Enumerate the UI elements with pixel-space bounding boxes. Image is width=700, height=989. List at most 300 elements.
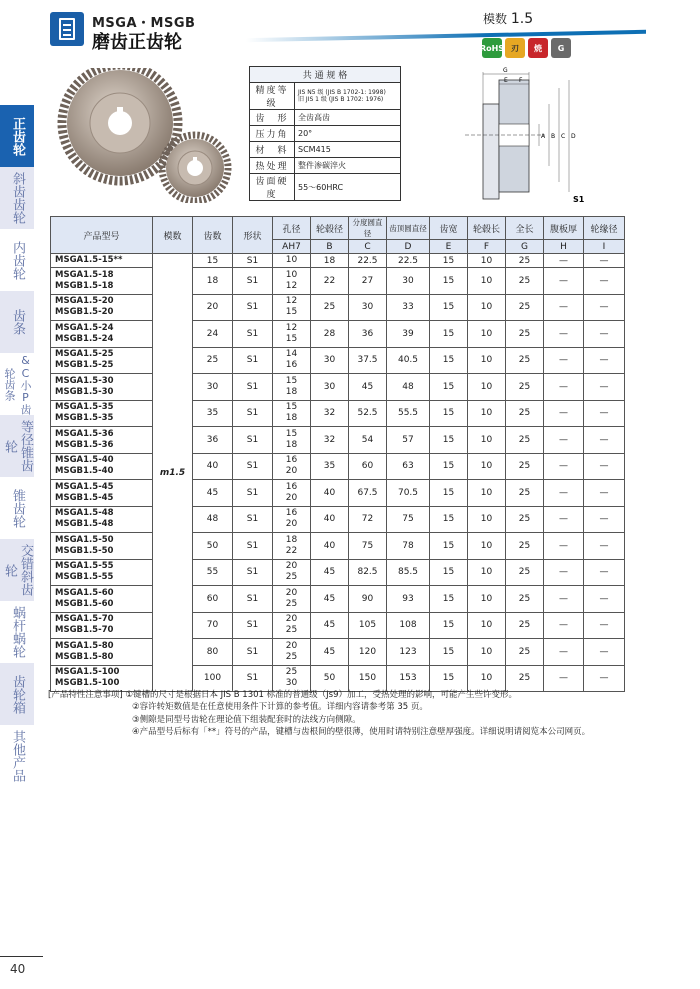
bore-cell: 16 20 [273,506,311,533]
table-row [51,427,625,454]
sidebar-item-cp-rack[interactable]: &C小P齿轮齿条 [3,353,32,415]
teeth-cell: 45 [193,480,233,507]
dim-cell-e: 15 [430,254,468,268]
model-cell: MSGA1.5-25 MSGB1.5-25 [51,347,153,374]
dim-cell-h: — [544,374,584,401]
col-header-total-length: 全长 [506,217,544,240]
dim-cell-e: 15 [430,612,468,639]
dim-cell-f: 10 [468,639,506,666]
teeth-cell: 25 [193,347,233,374]
dim-cell-e: 15 [430,480,468,507]
dim-cell-c: 27 [349,268,387,295]
dim-cell-h: — [544,533,584,560]
col-header-shape: 形状 [233,217,273,254]
dim-label-e: E [504,77,508,84]
product-table [50,216,625,692]
sidebar-item-helical-gear[interactable]: 斜齿齿轮 [0,167,34,229]
dim-cell-h: — [544,665,584,692]
table-row [51,480,625,507]
teeth-cell: 40 [193,453,233,480]
model-cell: MSGA1.5-60 MSGB1.5-60 [51,586,153,613]
dim-cell-f: 10 [468,453,506,480]
bore-cell: 20 25 [273,559,311,586]
shape-cell: S1 [233,427,273,454]
dim-cell-b: 35 [311,453,349,480]
ground-icon: G [551,38,571,58]
sidebar-item-internal-gear[interactable]: 内齿轮 [10,240,25,280]
dim-cell-d: 123 [387,639,430,666]
col-header-face-width: 齿宽 [430,217,468,240]
dim-cell-b: 45 [311,639,349,666]
bore-cell: 12 15 [273,294,311,321]
dim-cell-c: 54 [349,427,387,454]
dim-cell-g: 25 [506,506,544,533]
shape-cell: S1 [233,321,273,348]
teeth-cell: 36 [193,427,233,454]
teeth-cell: 20 [193,294,233,321]
dim-cell-g: 25 [506,665,544,692]
spec-value: 整件渗碳淬火 [295,158,401,174]
shape-cell: S1 [233,639,273,666]
table-row [51,321,625,348]
dim-cell-b: 40 [311,506,349,533]
col-header-pitch-dia: 分度圆直径 [349,217,387,240]
module-value: 1.5 [510,11,534,27]
dim-cell-h: — [544,586,584,613]
teeth-cell: 35 [193,400,233,427]
model-cell: MSGA1.5-18 MSGB1.5-18 [51,268,153,295]
table-row [51,612,625,639]
shape-cell: S1 [233,665,273,692]
table-row [51,254,625,268]
header-rule [246,30,646,42]
sidebar-item-worm-gear[interactable]: 蜗杆蜗轮 [10,606,25,658]
model-cell: MSGA1.5-55 MSGB1.5-55 [51,559,153,586]
dim-cell-d: 30 [387,268,430,295]
page-title: 磨齿正齿轮 [92,32,182,53]
model-cell: MSGA1.5-70 MSGB1.5-70 [51,612,153,639]
dim-cell-b: 30 [311,374,349,401]
sub-header-c: C [349,240,387,254]
dim-cell-i: — [584,559,625,586]
dim-cell-i: — [584,268,625,295]
teeth-cell: 48 [193,506,233,533]
dim-cell-f: 10 [468,374,506,401]
model-cell: MSGA1.5-30 MSGB1.5-30 [51,374,153,401]
dim-cell-e: 15 [430,639,468,666]
dim-cell-f: 10 [468,665,506,692]
table-row [51,559,625,586]
dim-cell-h: — [544,453,584,480]
dim-cell-d: 93 [387,586,430,613]
dim-cell-c: 60 [349,453,387,480]
dim-label-g: G [503,67,508,74]
dim-cell-d: 40.5 [387,347,430,374]
dim-cell-e: 15 [430,294,468,321]
dim-cell-f: 10 [468,268,506,295]
dim-cell-g: 25 [506,268,544,295]
note-item: [产品特性注意事项] ①键槽的尺寸是根据日本 JIS B 1301 标准的普通级（Js9）加工，受热处理的影响，可能产生些许变形。 [48,690,517,700]
dim-cell-g: 25 [506,254,544,268]
dim-cell-c: 30 [349,294,387,321]
col-header-web-thickness: 腹板厚 [544,217,584,240]
model-cell: MSGA1.5-80 MSGB1.5-80 [51,639,153,666]
bore-cell: 12 15 [273,321,311,348]
sidebar-item-gearbox[interactable]: 齿轮箱 [0,663,34,725]
model-cell: MSGA1.5-36 MSGB1.5-36 [51,427,153,454]
col-header-rim-dia: 轮缘径 [584,217,625,240]
note-item: ③侧隙是同型号齿轮在理论值下组装配套时的法线方向侧隙。 [132,714,361,725]
dim-cell-e: 15 [430,321,468,348]
col-header-hub-length: 轮毂长 [468,217,506,240]
dim-cell-i: — [584,294,625,321]
col-header-module: 模数 [153,217,193,254]
shape-cell: S1 [233,254,273,268]
dim-cell-i: — [584,254,625,268]
dim-cell-b: 28 [311,321,349,348]
dim-cell-c: 105 [349,612,387,639]
table-row [51,453,625,480]
dim-cell-g: 25 [506,612,544,639]
dim-cell-i: — [584,347,625,374]
teeth-cell: 15 [193,254,233,268]
shape-cell: S1 [233,612,273,639]
shape-cell: S1 [233,268,273,295]
dim-cell-b: 25 [311,294,349,321]
note-item: ④产品型号后标有「**」符号的产品，键槽与齿根间的壁很薄，使用时请特别注意壁厚强度。详细说明请阅览本公司网页。 [132,726,591,737]
dim-cell-b: 32 [311,400,349,427]
bore-cell: 15 18 [273,374,311,401]
dim-cell-d: 22.5 [387,254,430,268]
dim-cell-e: 15 [430,427,468,454]
teeth-cell: 18 [193,268,233,295]
dim-cell-h: — [544,612,584,639]
dim-cell-c: 52.5 [349,400,387,427]
dim-cell-f: 10 [468,254,506,268]
dim-cell-i: — [584,665,625,692]
dim-cell-e: 15 [430,586,468,613]
dim-cell-i: — [584,506,625,533]
dim-cell-b: 45 [311,586,349,613]
page-divider [0,956,43,957]
dim-cell-f: 10 [468,533,506,560]
dim-cell-h: — [544,480,584,507]
col-header-outside-dia: 齿顶圆直径 [387,217,430,240]
dim-cell-f: 10 [468,321,506,348]
bore-cell: 20 25 [273,612,311,639]
table-row [51,586,625,613]
teeth-cell: 80 [193,639,233,666]
dim-cell-h: — [544,400,584,427]
dim-cell-c: 72 [349,506,387,533]
dim-cell-d: 78 [387,533,430,560]
dim-cell-c: 22.5 [349,254,387,268]
sub-header-a: AH7 [273,240,311,254]
dim-cell-d: 39 [387,321,430,348]
dim-cell-b: 40 [311,533,349,560]
shape-cell: S1 [233,559,273,586]
shape-cell: S1 [233,294,273,321]
dim-cell-c: 75 [349,533,387,560]
dim-cell-h: — [544,427,584,454]
dim-cell-h: — [544,254,584,268]
dim-label-b: B [551,133,556,140]
dim-cell-g: 25 [506,586,544,613]
dim-cell-d: 55.5 [387,400,430,427]
bore-cell: 15 18 [273,400,311,427]
model-cell: MSGA1.5-20 MSGB1.5-20 [51,294,153,321]
dim-cell-h: — [544,639,584,666]
dim-cell-c: 67.5 [349,480,387,507]
note-item: ②容许转矩数值是在任意使用条件下计算的参考值。详细内容请参考第 35 页。 [132,702,428,713]
dim-label-c: C [561,133,566,140]
category-sidebar [0,105,34,787]
dim-cell-c: 82.5 [349,559,387,586]
sub-header-i: I [584,240,625,254]
dim-cell-i: — [584,586,625,613]
spec-label: 齿 形 [250,110,295,126]
dim-cell-c: 36 [349,321,387,348]
dim-cell-b: 18 [311,254,349,268]
model-cell: MSGA1.5-50 MSGB1.5-50 [51,533,153,560]
dim-cell-d: 57 [387,427,430,454]
dim-cell-i: — [584,374,625,401]
dim-cell-d: 153 [387,665,430,692]
bore-cell: 20 25 [273,586,311,613]
dim-cell-e: 15 [430,533,468,560]
dim-cell-h: — [544,559,584,586]
page-number: 40 [10,962,26,976]
dim-cell-b: 45 [311,559,349,586]
dim-cell-c: 90 [349,586,387,613]
dim-cell-i: — [584,480,625,507]
common-spec-table [249,66,401,201]
shape-cell: S1 [233,533,273,560]
dim-cell-g: 25 [506,374,544,401]
dim-cell-g: 25 [506,639,544,666]
dim-cell-i: — [584,453,625,480]
spec-value: 全齿高齿 [295,110,401,126]
shape-cell: S1 [233,586,273,613]
sub-header-g: G [506,240,544,254]
dim-cell-i: — [584,639,625,666]
dim-cell-b: 32 [311,427,349,454]
sub-header-e: E [430,240,468,254]
dim-cell-h: — [544,294,584,321]
sidebar-item-screw-gear[interactable]: 交错斜齿轮 [0,539,34,601]
spec-title: 共 通 规 格 [250,67,401,83]
dim-cell-g: 25 [506,453,544,480]
dim-cell-f: 10 [468,294,506,321]
shape-cell: S1 [233,506,273,533]
bore-cell: 16 20 [273,453,311,480]
bore-cell: 14 16 [273,347,311,374]
dim-cell-g: 25 [506,533,544,560]
shape-cell: S1 [233,374,273,401]
dim-cell-d: 75 [387,506,430,533]
dim-cell-f: 10 [468,612,506,639]
dim-cell-i: — [584,427,625,454]
feature-badges [479,38,571,58]
document-icon [50,12,84,46]
shape-cell: S1 [233,453,273,480]
table-row [51,639,625,666]
dim-cell-d: 85.5 [387,559,430,586]
spec-value: SCM415 [295,142,401,158]
dim-cell-f: 10 [468,480,506,507]
dim-cell-i: — [584,533,625,560]
dim-cell-f: 10 [468,559,506,586]
bore-cell: 16 20 [273,480,311,507]
dim-cell-e: 15 [430,506,468,533]
dim-cell-b: 40 [311,480,349,507]
blade-icon: 刃 [505,38,525,58]
module-label: 模数 [483,12,508,26]
dim-cell-f: 10 [468,427,506,454]
dim-cell-e: 15 [430,665,468,692]
rohs-icon: RoHS [482,38,502,58]
sidebar-item-rack[interactable]: 齿条 [0,291,34,353]
teeth-cell: 100 [193,665,233,692]
table-row [51,665,625,692]
spec-label: 齿面硬度 [250,174,295,201]
model-cell: MSGA1.5-35 MSGB1.5-35 [51,400,153,427]
dim-cell-e: 15 [430,400,468,427]
dim-cell-h: — [544,321,584,348]
col-header-hub-dia: 轮毂径 [311,217,349,240]
spec-value: 55～60HRC [295,174,401,201]
dim-cell-h: — [544,347,584,374]
dim-cell-e: 15 [430,374,468,401]
dim-cell-i: — [584,400,625,427]
dim-cell-d: 108 [387,612,430,639]
sub-header-b: B [311,240,349,254]
model-cell: MSGA1.5-45 MSGB1.5-45 [51,480,153,507]
sub-header-f: F [468,240,506,254]
dim-cell-f: 10 [468,400,506,427]
dim-cell-f: 10 [468,347,506,374]
table-row [51,400,625,427]
sidebar-item-miter-gear[interactable]: 等径锥齿轮 [0,415,34,477]
module-cell: m1.5 [153,254,193,692]
shape-cell: S1 [233,347,273,374]
table-row [51,347,625,374]
dim-cell-e: 15 [430,559,468,586]
module-indicator [483,10,533,27]
notes-label: [产品特性注意事项] [48,690,123,700]
dim-cell-c: 45 [349,374,387,401]
dim-cell-g: 25 [506,321,544,348]
table-row [51,506,625,533]
spec-value: 20° [295,126,401,142]
model-cell: MSGA1.5-15** [51,254,153,268]
dim-cell-g: 25 [506,400,544,427]
dim-cell-b: 22 [311,268,349,295]
dim-cell-g: 25 [506,480,544,507]
table-row [51,374,625,401]
dim-cell-i: — [584,321,625,348]
dim-cell-e: 15 [430,453,468,480]
dim-label-f: F [519,77,523,84]
teeth-cell: 50 [193,533,233,560]
sidebar-item-bevel-gear[interactable]: 锥齿轮 [10,488,25,528]
product-notes [48,689,590,738]
dim-cell-g: 25 [506,559,544,586]
dim-cell-c: 120 [349,639,387,666]
dim-cell-i: — [584,612,625,639]
shape-type-label: S1 [573,195,585,204]
spec-value-line1: JIS N5 级 (JIS B 1702-1: 1998) [298,89,386,96]
sidebar-item-other[interactable]: 其他产品 [10,730,25,782]
model-cell: MSGA1.5-48 MSGB1.5-48 [51,506,153,533]
dim-cell-c: 37.5 [349,347,387,374]
dim-cell-b: 50 [311,665,349,692]
dim-label-a: A [541,133,546,140]
table-row [51,268,625,295]
teeth-cell: 70 [193,612,233,639]
dim-cell-d: 33 [387,294,430,321]
series-subtitle: MSGA・MSGB [92,16,196,31]
table-row [51,533,625,560]
shape-cell: S1 [233,480,273,507]
dim-cell-g: 25 [506,347,544,374]
dim-cell-f: 10 [468,506,506,533]
spec-value [295,83,401,110]
dim-cell-h: — [544,506,584,533]
teeth-cell: 30 [193,374,233,401]
dim-cell-e: 15 [430,268,468,295]
dim-cell-b: 45 [311,612,349,639]
dim-cell-d: 70.5 [387,480,430,507]
dim-cell-h: — [544,268,584,295]
spec-label: 压力角 [250,126,295,142]
col-header-teeth: 齿数 [193,217,233,254]
bore-cell: 25 30 [273,665,311,692]
bore-cell: 20 25 [273,639,311,666]
teeth-cell: 24 [193,321,233,348]
spec-label: 材 料 [250,142,295,158]
dim-cell-f: 10 [468,586,506,613]
dim-cell-g: 25 [506,294,544,321]
bore-cell: 15 18 [273,427,311,454]
spec-label: 精度等级 [250,83,295,110]
dim-cell-e: 15 [430,347,468,374]
dim-label-d: D [571,133,576,140]
cross-section-diagram [455,62,605,210]
sub-header-h: H [544,240,584,254]
dim-cell-b: 30 [311,347,349,374]
dim-cell-c: 150 [349,665,387,692]
sidebar-item-spur-gear[interactable]: 正齿轮 [0,105,34,167]
dim-cell-d: 63 [387,453,430,480]
dim-cell-d: 48 [387,374,430,401]
model-cell: MSGA1.5-24 MSGB1.5-24 [51,321,153,348]
shape-cell: S1 [233,400,273,427]
teeth-cell: 55 [193,559,233,586]
gear-photo [55,68,235,203]
table-row [51,294,625,321]
col-header-bore: 孔径 [273,217,311,240]
teeth-cell: 60 [193,586,233,613]
bore-cell: 18 22 [273,533,311,560]
model-cell: MSGA1.5-40 MSGB1.5-40 [51,453,153,480]
bore-cell: 10 [273,254,311,268]
spec-label: 热处理 [250,158,295,174]
model-cell: MSGA1.5-100 MSGB1.5-100 [51,665,153,692]
heat-treat-icon: 焼 [528,38,548,58]
bore-cell: 10 12 [273,268,311,295]
col-header-model: 产品型号 [51,217,153,254]
